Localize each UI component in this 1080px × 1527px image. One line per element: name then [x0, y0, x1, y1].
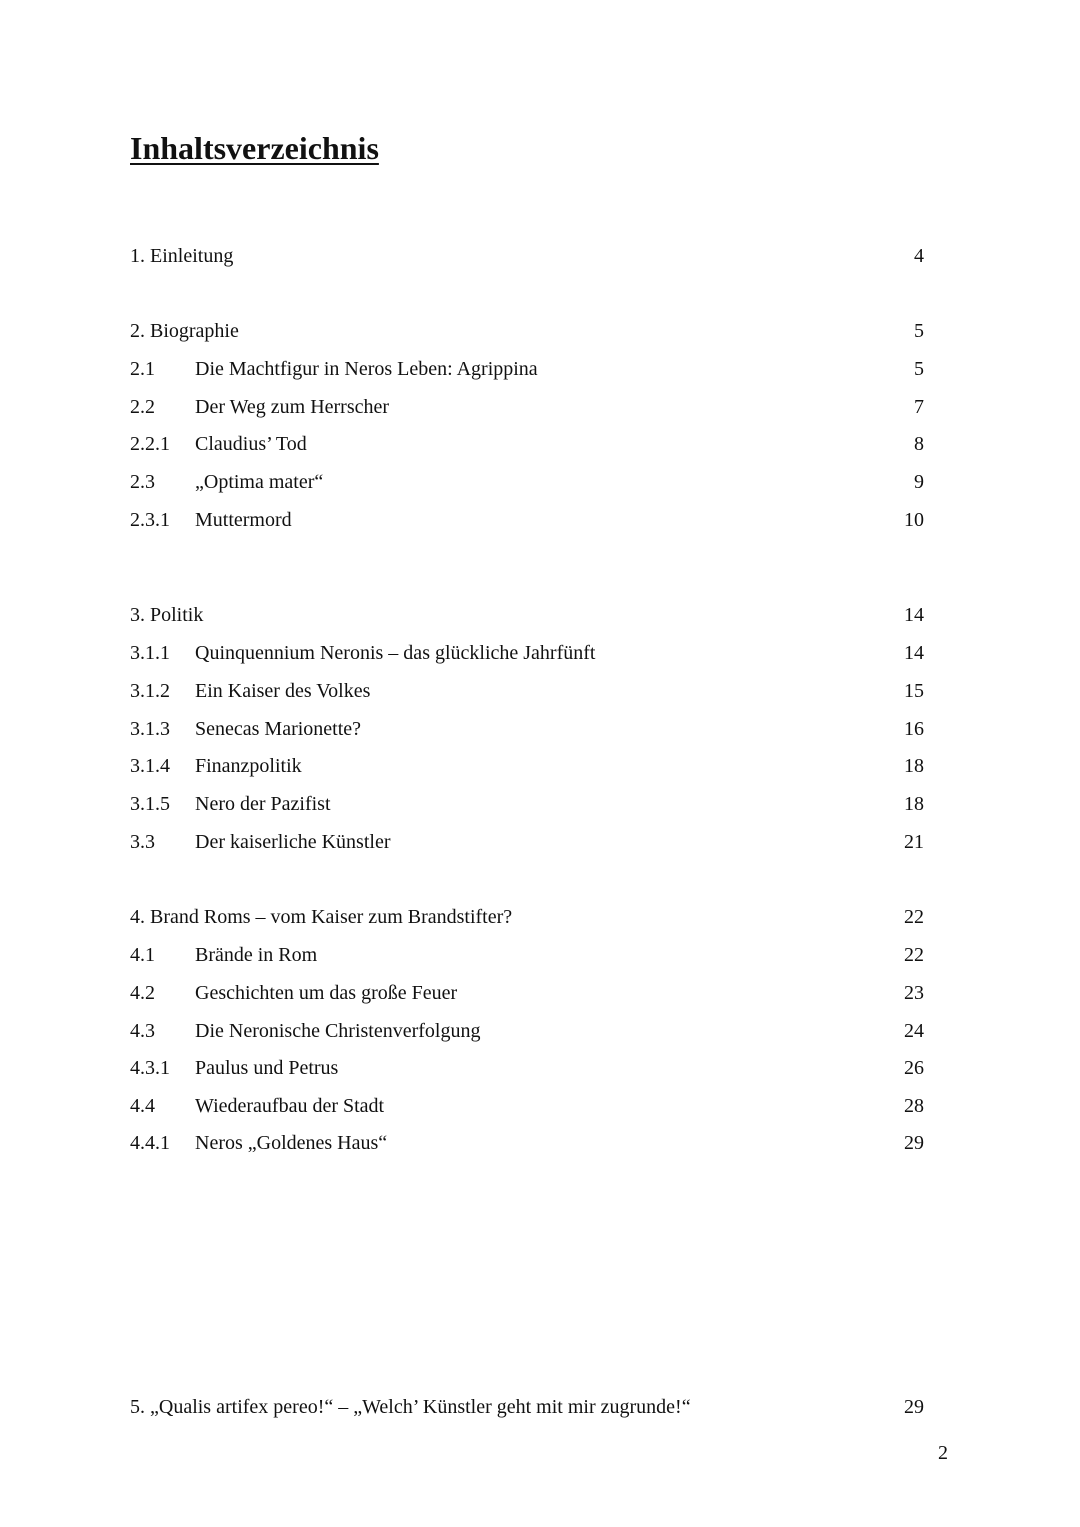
toc-entry-label — [130, 906, 512, 928]
page-title: Inhaltsverzeichnis — [130, 130, 379, 166]
toc-entry-page: 26 — [904, 1057, 924, 1079]
toc-entry-number: 2.2.1 — [130, 433, 170, 455]
toc-entry — [130, 978, 924, 1008]
toc-entry-title: Finanzpolitik — [195, 755, 302, 777]
toc-entry-title: Geschichten um das große Feuer — [195, 982, 458, 1004]
toc-entry-page: 22 — [904, 944, 924, 966]
toc-entry-title: Quinquennium Neronis – das glückliche Jahrfünft — [195, 642, 596, 664]
toc-entry-title: Politik — [150, 604, 204, 626]
toc-entry-number: 3.3 — [130, 831, 155, 853]
toc-entry-number: 4.2 — [130, 982, 155, 1004]
toc-entry-title: Wiederaufbau der Stadt — [195, 1095, 385, 1117]
toc-entry-page: 14 — [904, 604, 924, 626]
toc-entry — [130, 1016, 924, 1046]
toc-entry-label — [130, 1396, 691, 1418]
toc-entry-number: 4.4 — [130, 1095, 155, 1117]
toc-entry-page: 7 — [914, 396, 924, 418]
toc-entry-page: 29 — [904, 1132, 924, 1154]
toc-entry-title: Der kaiserliche Künstler — [195, 831, 391, 853]
toc-entry-label — [130, 320, 239, 342]
toc-entry-title: Einleitung — [150, 245, 234, 267]
toc-entry-title: Claudius’ Tod — [195, 433, 307, 455]
toc-entry — [130, 1053, 924, 1083]
toc-entry-title: Ein Kaiser des Volkes — [195, 680, 371, 702]
toc-entry-title: Die Neronische Christenverfolgung — [195, 1020, 481, 1042]
toc-entry — [130, 789, 924, 819]
toc-entry-title: Brände in Rom — [195, 944, 318, 966]
toc-entry — [130, 1091, 924, 1121]
toc-entry-page: 5 — [914, 320, 924, 342]
toc-entry-title: Senecas Marionette? — [195, 718, 362, 740]
toc-entry — [130, 751, 924, 781]
toc-entry-number: 4.3.1 — [130, 1057, 170, 1079]
toc-entry — [130, 676, 924, 706]
toc-entry-number: 2. — [130, 320, 145, 342]
toc-entry-title: Neros „Goldenes Haus“ — [195, 1132, 388, 1154]
toc-entry-page: 22 — [904, 906, 924, 928]
toc-entry-number: 1. — [130, 245, 145, 267]
toc-entry-number: 2.2 — [130, 396, 155, 418]
toc-entry — [130, 316, 924, 346]
toc-entry-page: 4 — [914, 245, 924, 267]
toc-entry-page: 21 — [904, 831, 924, 853]
toc-entry-title: Der Weg zum Herrscher — [195, 396, 390, 418]
toc-entry-number: 4.1 — [130, 944, 155, 966]
toc-entry — [130, 714, 924, 744]
toc-entry-number: 3. — [130, 604, 145, 626]
toc-entry-title: Biographie — [150, 320, 239, 342]
toc-entry-number: 4. — [130, 906, 145, 928]
toc-entry-title: Muttermord — [195, 509, 292, 531]
toc-entry-number: 3.1.4 — [130, 755, 170, 777]
toc-entry-number: 2.3 — [130, 471, 155, 493]
toc-entry-page: 18 — [904, 755, 924, 777]
toc-entry — [130, 1392, 924, 1422]
toc-entry-page: 10 — [904, 509, 924, 531]
toc-entry-number: 3.1.2 — [130, 680, 170, 702]
toc-entry-label — [130, 245, 233, 267]
toc-entry-title: Die Machtfigur in Neros Leben: Agrippina — [195, 358, 538, 380]
toc-entry-page: 24 — [904, 1020, 924, 1042]
toc-entry-page: 16 — [904, 718, 924, 740]
toc-entry-page: 8 — [914, 433, 924, 455]
toc-entry — [130, 902, 924, 932]
toc-entry-page: 29 — [904, 1396, 924, 1418]
toc-entry — [130, 600, 924, 630]
toc-entry — [130, 505, 924, 535]
toc-entry-number: 2.1 — [130, 358, 155, 380]
toc-entry-page: 14 — [904, 642, 924, 664]
toc-entry — [130, 429, 924, 459]
toc-entry-number: 3.1.5 — [130, 793, 170, 815]
toc-entry-label — [130, 604, 203, 626]
toc-entry — [130, 827, 924, 857]
toc-entry-number: 4.3 — [130, 1020, 155, 1042]
toc-entry-page: 23 — [904, 982, 924, 1004]
toc-entry — [130, 940, 924, 970]
toc-entry-number: 5. — [130, 1396, 145, 1418]
toc-entry — [130, 392, 924, 422]
toc-entry-title: Nero der Pazifist — [195, 793, 331, 815]
toc-entry-page: 28 — [904, 1095, 924, 1117]
toc-entry-title: „Qualis artifex pereo!“ – „Welch’ Künstler geht mit mir zugrunde!“ — [150, 1396, 691, 1418]
toc-entry-page: 5 — [914, 358, 924, 380]
toc-entry-number: 3.1.3 — [130, 718, 170, 740]
toc-entry — [130, 354, 924, 384]
toc-entry-page: 15 — [904, 680, 924, 702]
toc-entry-page: 18 — [904, 793, 924, 815]
toc-entry-page: 9 — [914, 471, 924, 493]
toc-entry-number: 3.1.1 — [130, 642, 170, 664]
toc-entry — [130, 241, 924, 271]
page-number: 2 — [938, 1442, 948, 1464]
toc-entry-number: 4.4.1 — [130, 1132, 170, 1154]
toc-entry-title: Paulus und Petrus — [195, 1057, 339, 1079]
toc-entry — [130, 1128, 924, 1158]
toc-entry — [130, 638, 924, 668]
toc-entry-title: Brand Roms – vom Kaiser zum Brandstifter? — [150, 906, 513, 928]
toc-entry — [130, 467, 924, 497]
toc-entry-number: 2.3.1 — [130, 509, 170, 531]
toc-entry-title: „Optima mater“ — [195, 471, 324, 493]
